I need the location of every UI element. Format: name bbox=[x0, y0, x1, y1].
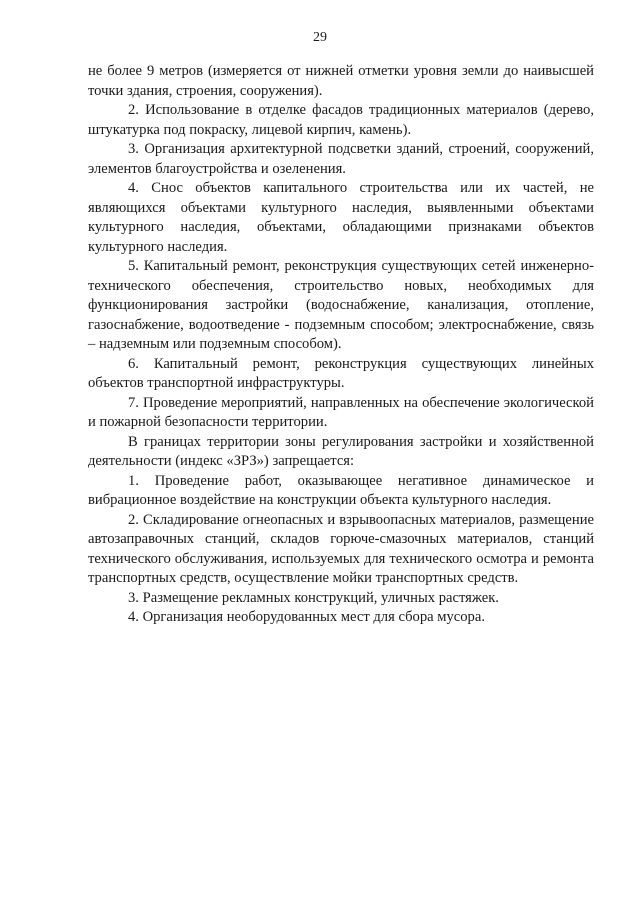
document-body bbox=[88, 62, 594, 628]
paragraph: 5. Капитальный ремонт, реконструкция существующих сетей инженерно-технического обеспечения, строительство новых, необходимых для функционирования застройки (водоснабжение, канализация, отопление, газоснабжение, водоотведение - подземным способом; электроснабжение, связь – надземным или подземным способом). bbox=[88, 258, 594, 352]
paragraph: 2. Складирование огнеопасных и взрывоопасных материалов, размещение автозаправочных станций, складов горюче-смазочных материалов, станций технического обслуживания, используемых для технического осмотра и ремонта транспортных средств, осуществление мойки транспортных средств. bbox=[88, 511, 594, 586]
paragraph: 4. Снос объектов капитального строительства или их частей, не являющихся объектами культурного наследия, выявленными объектами культурного наследия, объектами, обладающими признаками объектов культурного наследия. bbox=[88, 180, 594, 255]
page-number: 29 bbox=[313, 30, 327, 45]
paragraph: 3. Организация архитектурной подсветки зданий, строений, сооружений, элементов благоустройства и озеленения. bbox=[88, 141, 594, 177]
paragraph: В границах территории зоны регулирования застройки и хозяйственной деятельности (индекс «ЗРЗ») запрещается: bbox=[88, 433, 594, 469]
paragraph: 6. Капитальный ремонт, реконструкция существующих линейных объектов транспортной инфраструктуры. bbox=[88, 355, 594, 391]
paragraph: 3. Размещение рекламных конструкций, уличных растяжек. bbox=[128, 589, 499, 606]
paragraph: 4. Организация необорудованных мест для сбора мусора. bbox=[128, 609, 485, 625]
paragraph: 1. Проведение работ, оказывающее негативное динамическое и вибрационное воздействие на конструкции объекта культурного наследия. bbox=[88, 472, 594, 508]
paragraph: не более 9 метров (измеряется от нижней отметки уровня земли до наивысшей точки здания, строения, сооружения). bbox=[88, 63, 594, 99]
paragraph: 2. Использование в отделке фасадов традиционных материалов (дерево, штукатурка под покраску, лицевой кирпич, камень). bbox=[88, 102, 594, 138]
paragraph: 7. Проведение мероприятий, направленных на обеспечение экологической и пожарной безопасности территории. bbox=[88, 394, 594, 430]
